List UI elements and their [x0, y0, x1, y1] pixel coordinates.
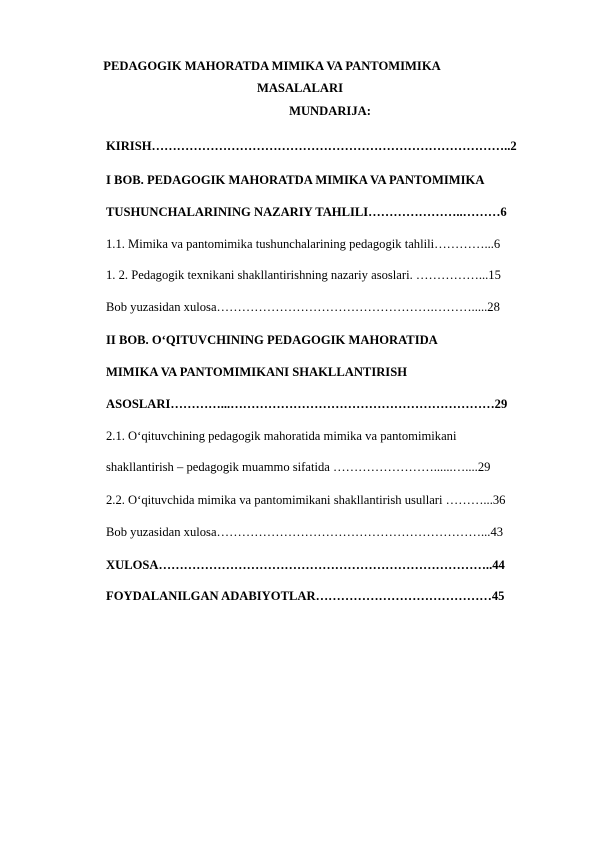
document-title-line-2: MASALALARI: [256, 81, 344, 95]
toc-entry-references: FOYDALANILGAN ADABIYOTLAR……………………………………45: [106, 589, 505, 603]
toc-entry-section-1-1: 1.1. Mimika va pantomimika tushunchalarining pedagogik tahlili…………...6: [106, 237, 501, 251]
toc-entry-section-2-1-line-2: shakllantirish – pedagogik muammo sifatida ……………………......…....29: [106, 460, 491, 474]
document-title-line-1: PEDAGOGIK MAHORATDA MIMIKA VA PANTOMIMIKA: [103, 59, 441, 73]
toc-entry-chapter-2-line-3: ASOSLARI…………...………………………………………………………29: [106, 397, 508, 411]
contents-heading: MUNDARIJA:: [289, 104, 371, 118]
toc-entry-chapter-1-line-2: TUSHUNCHALARINING NAZARIY TAHLILI…………………..………6: [106, 205, 507, 219]
toc-entry-chapter-2-conclusion: Bob yuzasidan xulosa………………………………………………………...43: [106, 525, 504, 539]
toc-entry-conclusion: XULOSA……………………………………………………………………..44: [106, 558, 505, 572]
toc-entry-section-1-2: 1. 2. Pedagogik texnikani shakllantirishning nazariy asoslari. ……………...15: [106, 268, 501, 282]
toc-entry-chapter-2-line-1: II BOB. O‘QITUVCHINING PEDAGOGIK MAHORATIDA: [106, 333, 438, 347]
toc-entry-chapter-1-conclusion: Bob yuzasidan xulosa…………………………………………….……….....28: [106, 300, 500, 314]
toc-entry-introduction: KIRISH…………………………………………………………………………..2: [106, 139, 517, 153]
toc-entry-chapter-1-line-1: I BOB. PEDAGOGIK MAHORATDA MIMIKA VA PANTOMIMIKA: [106, 173, 485, 187]
toc-entry-section-2-1-line-1: 2.1. O‘qituvchining pedagogik mahoratida mimika va pantomimikani: [106, 429, 457, 443]
toc-entry-section-2-2: 2.2. O‘qituvchida mimika va pantomimikani shakllantirish usullari ………...36: [106, 493, 506, 507]
toc-entry-chapter-2-line-2: MIMIKA VA PANTOMIMIKANI SHAKLLANTIRISH: [106, 365, 408, 379]
